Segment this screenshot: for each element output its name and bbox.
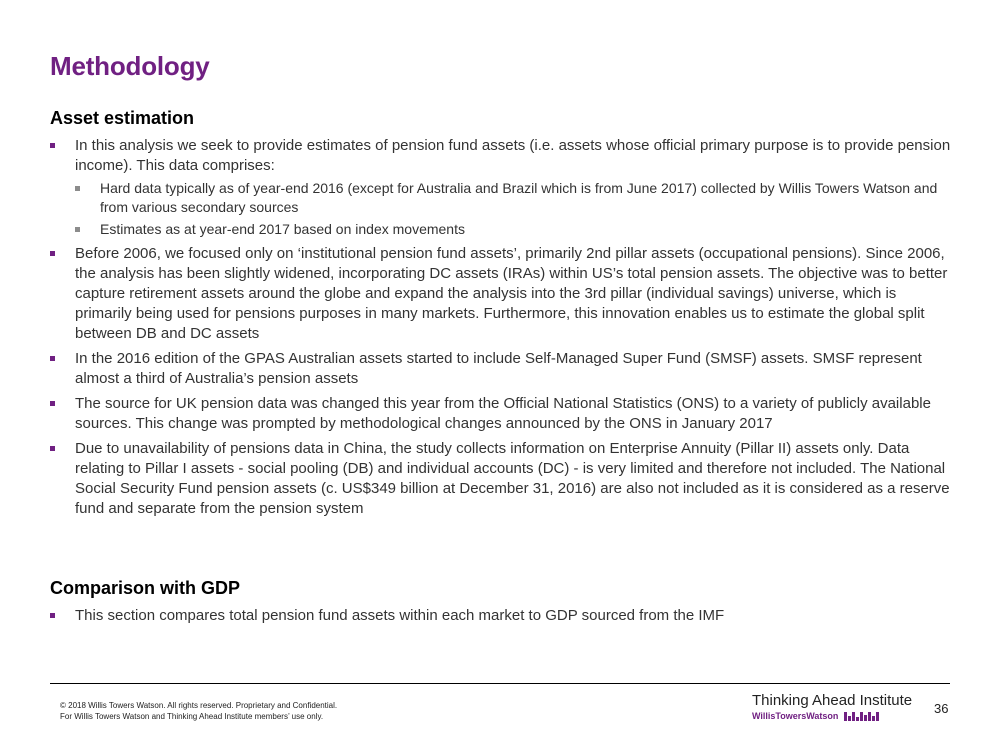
list-item xyxy=(50,606,955,626)
sub-bullet-square-icon xyxy=(75,186,80,191)
sub-list xyxy=(75,179,955,239)
page-number: 36 xyxy=(934,701,949,716)
bullet-square-icon xyxy=(50,143,55,148)
section-heading-gdp: Comparison with GDP xyxy=(50,578,241,598)
copyright-line-2: For Willis Towers Watson and Thinking Ahead Institute members’ use only. xyxy=(60,712,324,721)
brand-name: Thinking Ahead Institute xyxy=(752,692,913,709)
sub-bullet-text: Hard data typically as of year-end 2016 (except for Australia and Brazil which is from June 2017) collected by Willis Towers Watson and from various secondary sources xyxy=(100,180,938,215)
sub-bullet-square-icon xyxy=(75,227,80,232)
sub-list-item xyxy=(75,179,955,217)
bullet-square-icon xyxy=(50,401,55,406)
list-item xyxy=(50,439,955,519)
brand-sub-text: WillisTowersWatson xyxy=(752,711,839,721)
bullet-square-icon xyxy=(50,613,55,618)
gdp-list xyxy=(50,606,955,631)
sub-bullet-text: Estimates as at year-end 2017 based on index movements xyxy=(100,221,465,237)
brand-logo xyxy=(752,711,879,721)
footer-divider xyxy=(50,683,950,684)
section-heading-asset-estimation: Asset estimation xyxy=(50,108,195,128)
bullet-square-icon xyxy=(50,446,55,451)
bullet-text: The source for UK pension data was changed this year from the Official National Statistics (ONS) to a variety of publicly available sources. This change was prompted by methodological changes announced by the ONS in January 2017 xyxy=(75,395,931,432)
bullet-square-icon xyxy=(50,251,55,256)
bullet-text: Before 2006, we focused only on ‘institutional pension fund assets’, primarily 2nd pillar assets (occupational pensions). Since 2006, the analysis has been slightly widened, incorporating DC assets (IRAs) within US’s total pension assets. The objective was to better capture retirement assets around the globe and expand the analysis into the 3rd pillar (individual savings) universe, which is primarily being used for pensions purposes in many markets. Furthermore, this innovation enables us to estimate the global split between DB and DC assets xyxy=(75,245,948,342)
bullet-text: In the 2016 edition of the GPAS Australian assets started to include Self-Managed Super Fund (SMSF) assets. SMSF represent almost a third of Australia’s pension assets xyxy=(75,350,922,387)
page-title: Methodology xyxy=(50,51,210,81)
sub-list-item xyxy=(75,220,955,239)
copyright-notice xyxy=(60,700,337,722)
list-item xyxy=(50,394,955,434)
list-item xyxy=(50,349,955,389)
bullet-text: This section compares total pension fund assets within each market to GDP sourced from the IMF xyxy=(75,607,725,624)
bullet-text: Due to unavailability of pensions data in China, the study collects information on Enterprise Annuity (Pillar II) assets only. Data relating to Pillar I assets - social pooling (DB) and individual accounts (DC) - is very limited and therefore not included. The National Social Security Fund pension assets (c. US$349 billion at December 31, 2016) are also not included as it is considered as a reserve fund and separate from the pension system xyxy=(75,440,950,517)
list-item xyxy=(50,136,955,239)
bullet-text: In this analysis we seek to provide estimates of pension fund assets (i.e. assets whose official primary purpose is to provide pension income). This data comprises: xyxy=(75,137,951,174)
list-item xyxy=(50,244,955,344)
asset-estimation-list xyxy=(50,136,955,524)
bullet-square-icon xyxy=(50,356,55,361)
logo-bars-icon xyxy=(844,712,879,721)
copyright-line-1: © 2018 Willis Towers Watson. All rights reserved. Proprietary and Confidential. xyxy=(60,701,338,710)
